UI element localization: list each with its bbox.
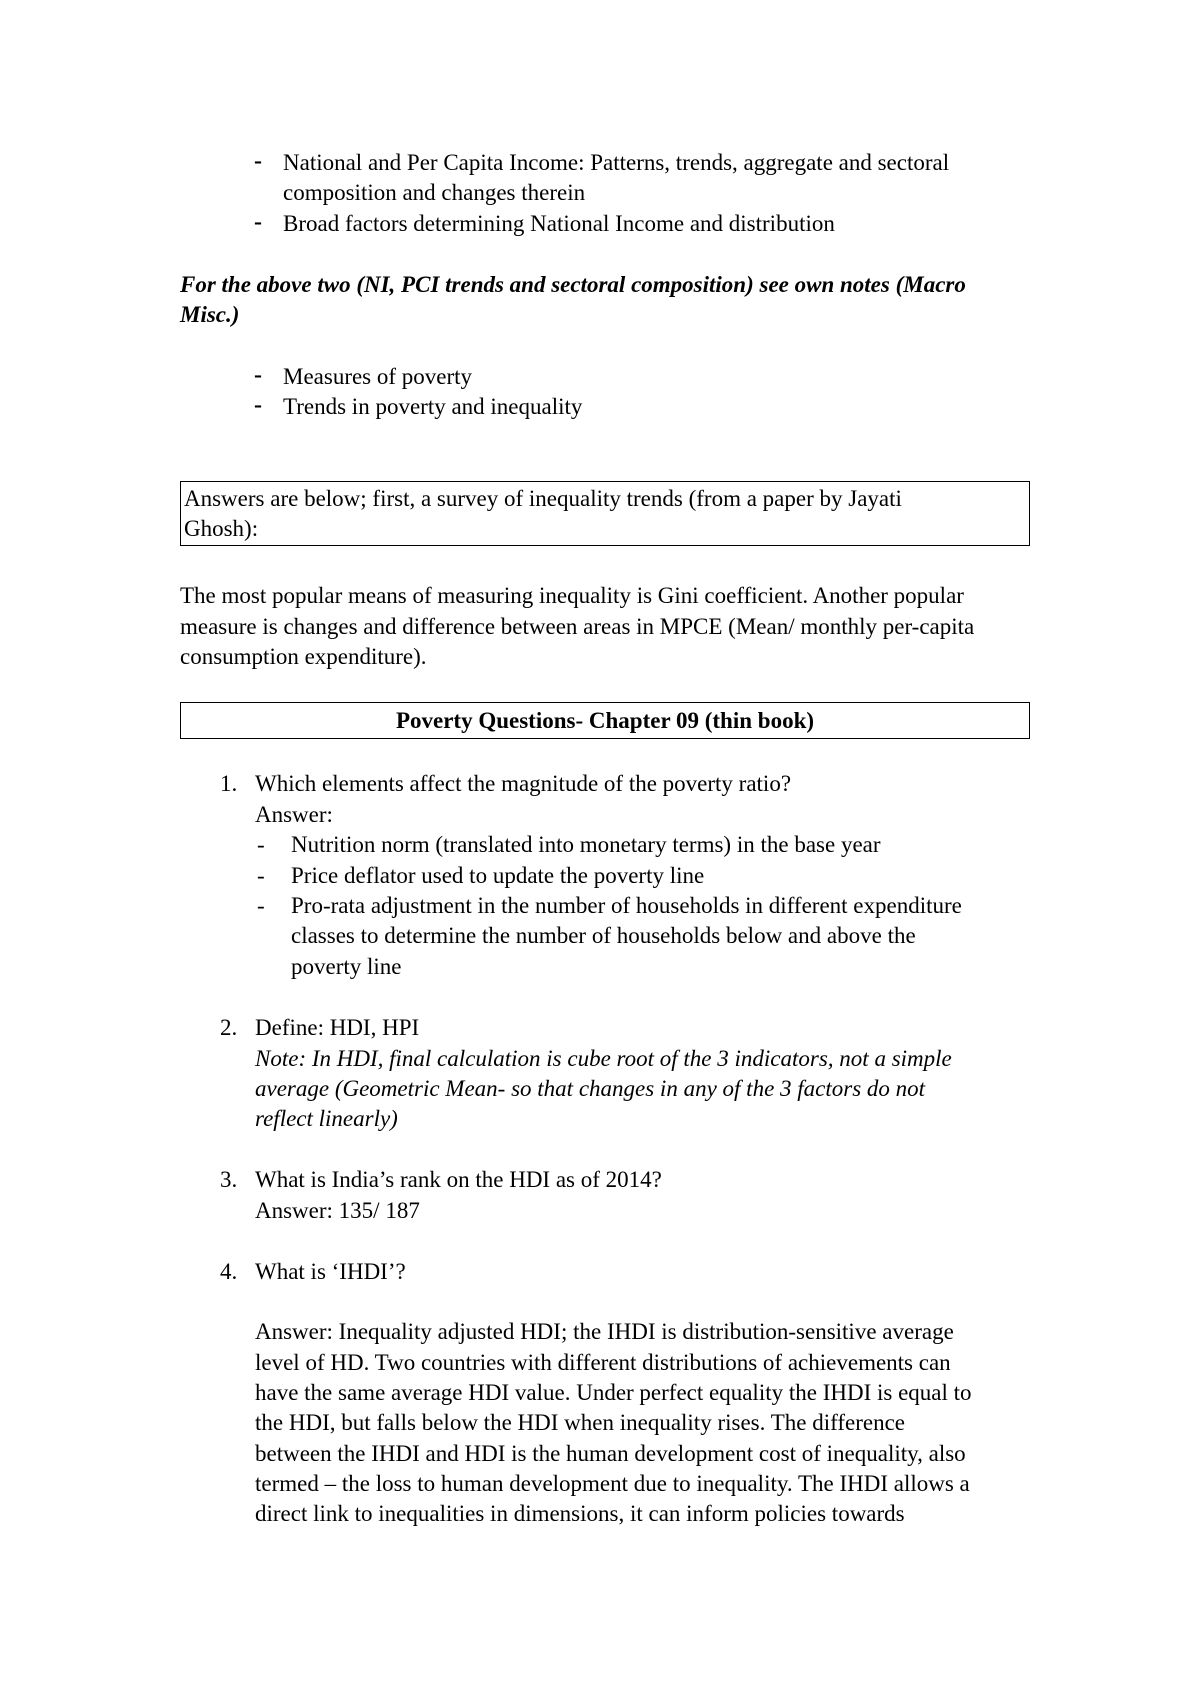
question-text: Define: HDI, HPI [255, 1015, 420, 1040]
answer-label: Answer: [255, 802, 333, 827]
section-title-box [180, 702, 1030, 739]
question-text: What is ‘IHDI’? [255, 1259, 406, 1284]
list-marker: - [254, 148, 262, 174]
answer-text: termed – the loss to human development due to inequality. The IHDI allows a [255, 1471, 970, 1496]
question-number: 3. [220, 1167, 238, 1192]
answer-text: Answer: 135/ 187 [255, 1198, 420, 1223]
list-marker: - [254, 362, 262, 388]
topic-text: Trends in poverty and inequality [283, 394, 583, 419]
note-text: reflect linearly) [255, 1106, 398, 1131]
answer-text: the HDI, but falls below the HDI when inequality rises. The difference [255, 1410, 905, 1435]
topic-text: Broad factors determining National Income and distribution [283, 211, 835, 236]
intro-paragraph-line: The most popular means of measuring inequality is Gini coefficient. Another popular [180, 583, 964, 608]
question-number: 1. [220, 771, 238, 796]
bullet-text: classes to determine the number of households below and above the [291, 923, 916, 948]
intro-paragraph-line: consumption expenditure). [180, 644, 427, 669]
bullet-text: Nutrition norm (translated into monetary terms) in the base year [291, 832, 881, 857]
note-text: average (Geometric Mean- so that changes in any of the 3 factors do not [255, 1076, 926, 1101]
answer-text: Answer: Inequality adjusted HDI; the IHDI is distribution-sensitive average [255, 1319, 954, 1344]
bullet-marker: - [257, 893, 265, 918]
answer-text: between the IHDI and HDI is the human development cost of inequality, also [255, 1441, 966, 1466]
intro-paragraph-line: measure is changes and difference between areas in MPCE (Mean/ monthly per-capita [180, 614, 975, 639]
bullet-text: Price deflator used to update the poverty line [291, 863, 705, 888]
own-notes-remark: For the above two (NI, PCI trends and sectoral composition) see own notes (Macro [180, 272, 966, 297]
bullet-text: Pro-rata adjustment in the number of households in different expenditure [291, 893, 962, 918]
topic-text: National and Per Capita Income: Patterns, trends, aggregate and sectoral [283, 150, 950, 175]
question-text: What is India’s rank on the HDI as of 2014? [255, 1167, 662, 1192]
note-text: Note: In HDI, final calculation is cube root of the 3 indicators, not a simple [255, 1046, 952, 1071]
answers-box-text: Answers are below; first, a survey of inequality trends (from a paper by Jayati [184, 486, 902, 511]
answer-text: level of HD. Two countries with different distributions of achievements can [255, 1350, 951, 1375]
bullet-text: poverty line [291, 954, 402, 979]
topic-text: Measures of poverty [283, 364, 473, 389]
answers-box-text: Ghosh): [184, 516, 259, 541]
bullet-marker: - [257, 832, 265, 857]
section-title: Poverty Questions- Chapter 09 (thin book) [395, 708, 815, 733]
answers-box [180, 481, 1030, 546]
list-marker: - [254, 209, 262, 235]
own-notes-remark: Misc.) [180, 302, 240, 327]
list-marker: - [254, 392, 262, 418]
bullet-marker: - [257, 863, 265, 888]
question-text: Which elements affect the magnitude of the poverty ratio? [255, 771, 792, 796]
question-number: 2. [220, 1015, 238, 1040]
question-number: 4. [220, 1259, 238, 1284]
answer-text: have the same average HDI value. Under perfect equality the IHDI is equal to [255, 1380, 972, 1405]
topic-text: composition and changes therein [283, 180, 586, 205]
answer-text: direct link to inequalities in dimensions, it can inform policies towards [255, 1501, 905, 1526]
